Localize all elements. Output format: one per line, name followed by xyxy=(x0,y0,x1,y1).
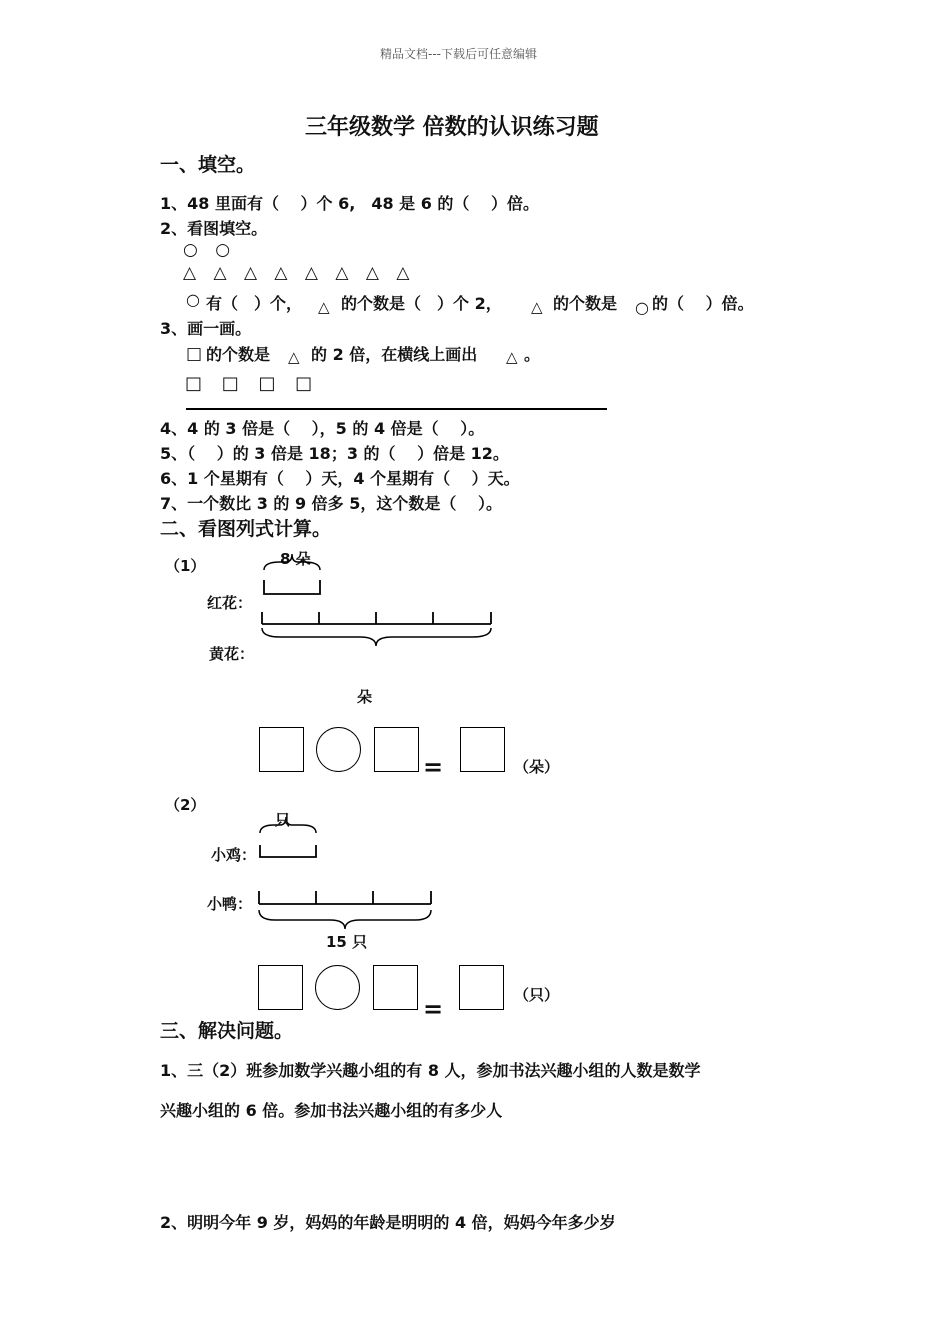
red-flower-label: 红花： xyxy=(207,594,253,612)
question-3-1-line-2: 兴趣小组的 6 倍。参加书法兴趣小组的有多少人 xyxy=(160,1101,503,1120)
triangles-row: △ △ △ △ △ △ △ △ xyxy=(183,263,416,283)
q3-text-1: 的个数是 xyxy=(206,345,271,364)
problem-1-unit: （朵） xyxy=(514,758,560,776)
equals-sign: = xyxy=(423,995,444,1023)
chick-label: 小鸡： xyxy=(211,846,257,864)
problem-1-bottom-label: 朵 xyxy=(357,688,373,706)
duck-label: 小鸭： xyxy=(207,895,253,913)
answer-box xyxy=(258,965,303,1010)
question-1-6: 6、1 个星期有（ ）天，4 个星期有（ ）天。 xyxy=(160,469,520,488)
result-box xyxy=(459,965,504,1010)
triangle-icon: △ xyxy=(506,348,518,366)
square-icon: □ xyxy=(186,344,203,364)
yellow-flower-label: 黄花： xyxy=(209,645,255,663)
question-1-7: 7、一个数比 3 的 9 倍多 5，这个数是（ ）。 xyxy=(160,494,502,513)
problem-2-unit: （只） xyxy=(514,986,560,1004)
circle-icon: ○ xyxy=(186,290,200,309)
answer-box xyxy=(374,727,419,772)
page-header: 精品文档---下载后可任意编辑 xyxy=(380,47,537,61)
question-1-3-label: 3、画一画。 xyxy=(160,319,252,338)
problem-2-bottom-label: 15 只 xyxy=(326,933,368,951)
operator-circle xyxy=(316,727,361,772)
q2-text-1: 有（ ）个， xyxy=(206,294,303,313)
result-box xyxy=(460,727,505,772)
triangle-icon: △ xyxy=(288,348,300,366)
equals-sign: = xyxy=(423,753,444,781)
section-3-heading: 三、解决问题。 xyxy=(160,1020,294,1042)
circles-row: ○ ○ xyxy=(183,240,237,260)
question-3-2: 2、明明今年 9 岁，妈妈的年龄是明明的 4 倍，妈妈今年多少岁 xyxy=(160,1213,616,1232)
q3-text-3: 。 xyxy=(524,345,541,364)
answer-box xyxy=(259,727,304,772)
triangle-icon: △ xyxy=(531,298,543,316)
problem-2-top-label: 只 xyxy=(275,811,291,829)
question-1-1: 1、48 里面有（ ）个 6, 48 是 6 的（ ）倍。 xyxy=(160,194,540,213)
problem-2-number: （2） xyxy=(165,796,206,814)
question-1-5: 5、（ ）的 3 倍是 18；3 的（ ）倍是 12。 xyxy=(160,444,509,463)
question-1-4: 4、4 的 3 倍是（ ），5 的 4 倍是（ ）。 xyxy=(160,419,485,438)
q3-text-2: 的 2 倍，在横线上画出 xyxy=(311,345,478,364)
operator-circle xyxy=(315,965,360,1010)
answer-box xyxy=(373,965,418,1010)
page-title: 三年级数学 倍数的认识练习题 xyxy=(305,115,599,140)
question-3-1-line-1: 1、三（2）班参加数学兴趣小组的有 8 人，参加书法兴趣小组的人数是数学 xyxy=(160,1061,701,1080)
section-2-heading: 二、看图列式计算。 xyxy=(160,518,332,540)
q2-text-4: 的（ ）倍。 xyxy=(652,294,754,313)
q2-text-2: 的个数是（ ）个 2， xyxy=(341,294,502,313)
triangle-icon: △ xyxy=(318,298,330,316)
section-1-heading: 一、填空。 xyxy=(160,154,256,176)
q2-text-3: 的个数是 xyxy=(553,294,618,313)
question-1-2-label: 2、看图填空。 xyxy=(160,219,268,238)
problem-1-top-label: 8 朵 xyxy=(280,550,311,568)
circle-icon: ○ xyxy=(635,298,649,317)
problem-1-number: （1） xyxy=(165,557,206,575)
squares-row: □ □ □ □ xyxy=(185,373,320,394)
